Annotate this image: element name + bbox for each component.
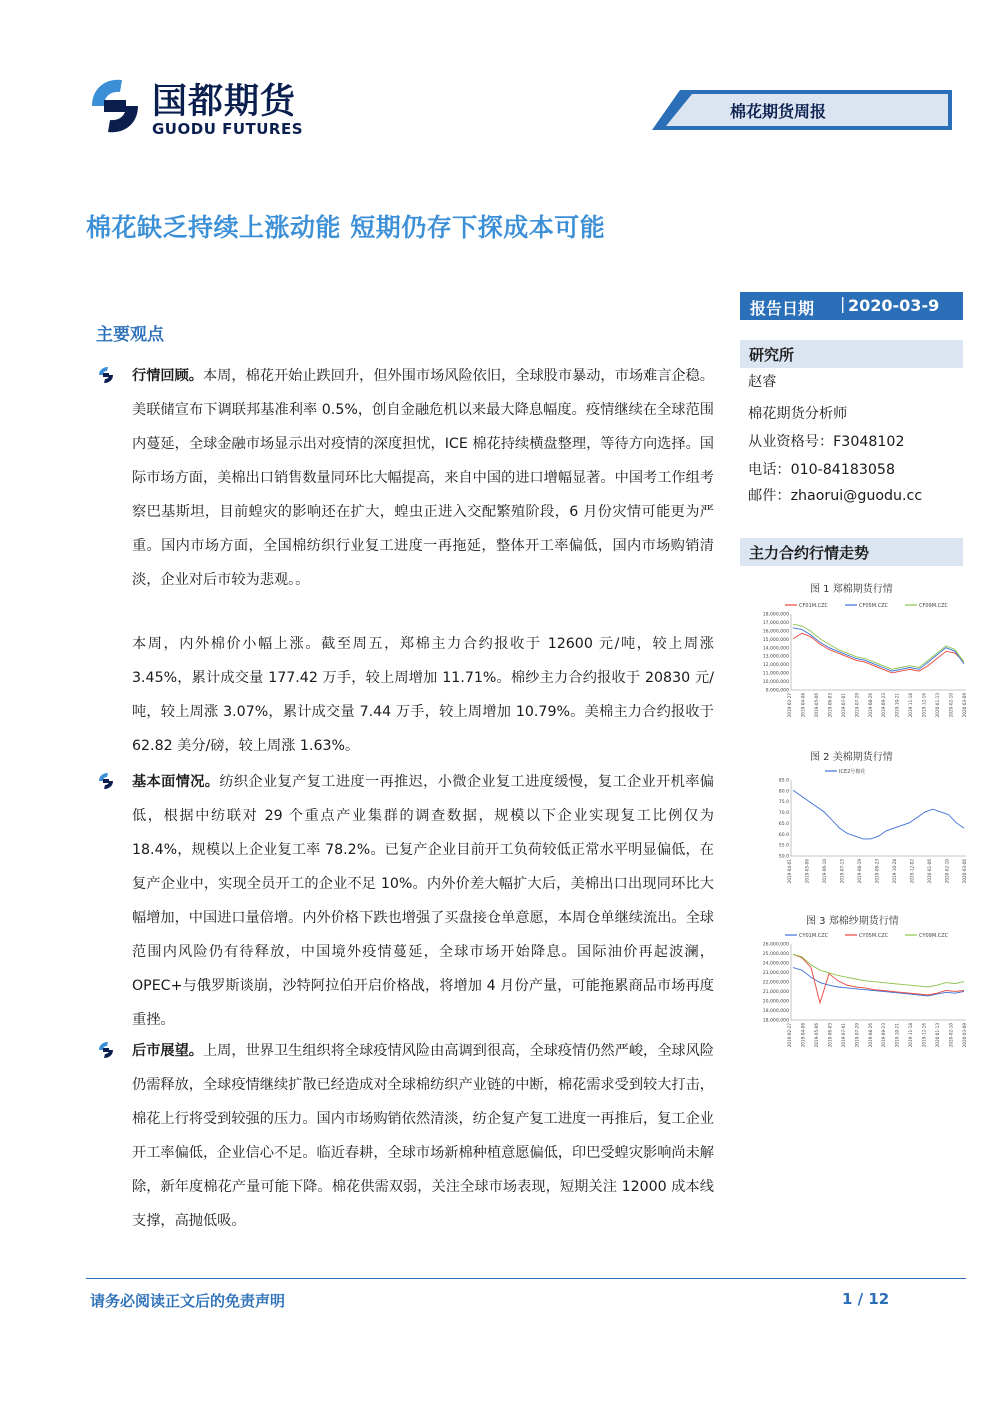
outlook-text: 上周，世界卫生组织将全球疫情风险由高调到很高，全球疫情仍然严峻，全球风险仍需释放，全球疫情继续扩散已经造成对全球棉纺织产业链的中断，棉花需求受到较大打击，棉花上行将受到较强的压力。国内市场购销依然清淡，纺企复产复工进度一再推后，复工企业开工率偏低，企业信心不足。临近春耕，全球市场新棉种植意愿偏低，印巴受蝗灾影响尚未解除，新年度棉花产量可能下降。棉花供需双弱，关注全球市场表现，短期关注 12000 成本线支撑，高抛低吸。: [132, 1043, 714, 1229]
market-review-text: 本周，棉花开始止跌回升，但外围市场风险依旧，全球股市暴动，市场难言企稳。美联储宣布下调联邦基准利率 0.5%，创自金融危机以来最大降息幅度。疫情继续在全球范围内蔓延，全球金融市场显示出对疫情的深度担忧，ICE 棉花持续横盘整理，等待方向选择。国际市场方面，美棉出口销售数量同环比大幅提高，来自中国的进口增幅显著。中国考工作组考察巴基斯坦，目前蝗灾的影响还在扩大，蝗虫正进入交配繁殖阶段，6 月份灾情可能更为严重。国内市场方面，全国棉纺织行业复工进度一再拖延，整体开工率偏低，国内市场购销清淡，企业对后市较为悲观。。: [132, 368, 714, 588]
fundamentals-text: 纺织企业复产复工进度一再推迟，小微企业复工进度缓慢，复工企业开机率偏低，根据中纺联对 29 个重点产业集群的调查数据，规模以下企业实现复工比例仅为 18.4%，规模以上企业复工率 78.2%。已复产企业目前开工负荷较低正常水平明显偏低，在复产企业中，实现全员开工的企业不足 10%。内外价差大幅扩大后，美棉出口出现同环比大幅增加，中国进口量倍增。内外价格下跌也增强了买盘接仓单意愿，本周仓单继续流出。全球范围内风险仍有待释放，中国境外疫情蔓延，全球市场开始降息。国际油价再起波澜，OPEC+与俄罗斯谈崩，沙特阿拉伯开启价格战，将增加 4 月份产量，可能拖累商品市场再度重挫。: [132, 774, 714, 1028]
x-tick-label: 2019-07-01: [840, 1023, 846, 1048]
series-line-3: [793, 624, 964, 669]
logo-text-en: GUODU FUTURES: [152, 120, 304, 138]
trend-heading-box: [740, 538, 963, 566]
bullet-icon: [97, 1041, 115, 1059]
y-tick-label: 26,000,000: [762, 942, 789, 948]
x-tick-label: 2020-01-06: [927, 859, 932, 884]
footer-divider: [86, 1278, 966, 1279]
y-tick-label: 14,000,000: [762, 646, 789, 652]
x-tick-label: 2020-02-10: [948, 1023, 954, 1048]
company-logo: [86, 72, 336, 142]
x-tick-label: 2019-10-21: [894, 693, 900, 718]
report-date-separator: |: [840, 294, 846, 313]
y-tick-label: 55.0: [778, 843, 789, 849]
zhengzhou-cotton-chart: [745, 598, 970, 723]
legend-label-1: ICE2号棉花: [839, 769, 866, 775]
y-tick-label: 20,000,000: [762, 999, 789, 1005]
x-tick-label: 2019-11-18: [908, 1023, 914, 1048]
legend-label-3: CY09M.CZC: [919, 933, 949, 939]
fundamentals-paragraph: [132, 765, 714, 1037]
y-tick-label: 23,000,000: [762, 971, 789, 976]
outlook-lead: 后市展望。: [132, 1043, 203, 1059]
analyst-email: 邮件：zhaorui@guodu.cc: [748, 488, 923, 504]
analyst-phone: 电话：010-84183058: [748, 462, 895, 478]
x-tick-label: 2020-03-09: [962, 693, 967, 718]
x-tick-label: 2019-06-10: [822, 859, 827, 884]
x-tick-label: 2020-03-06: [962, 859, 967, 884]
x-tick-label: 2019-12-02: [909, 859, 915, 884]
x-tick-label: 2019-02-27: [787, 1023, 792, 1048]
y-tick-label: 19,000,000: [762, 1009, 789, 1014]
bullet-icon: [97, 772, 115, 790]
x-tick-label: 2019-05-06: [804, 859, 810, 884]
series-line-1: [793, 790, 964, 839]
figure-1-caption: 图 1 郑棉期货行情: [810, 584, 893, 595]
x-tick-label: 2019-09-23: [881, 693, 887, 718]
x-tick-label: 2019-07-29: [854, 1023, 860, 1048]
y-tick-label: 16,000,000: [762, 629, 789, 635]
y-tick-label: 15,000,000: [762, 637, 789, 643]
market-review-lead: 行情回顾。: [132, 368, 203, 384]
x-tick-label: 2019-07-29: [854, 693, 860, 718]
bullet-icon: [97, 366, 115, 384]
y-tick-label: 11,000,000: [762, 671, 789, 677]
legend-label-1: CF01M.CZC: [799, 603, 829, 609]
y-tick-label: 10,000,000: [762, 680, 789, 686]
report-type-banner: [652, 90, 952, 130]
y-tick-label: 60.0: [778, 832, 789, 838]
series-line-2: [793, 628, 964, 671]
y-tick-label: 70.0: [778, 811, 789, 817]
y-tick-label: 12,000,000: [762, 663, 789, 669]
x-tick-label: 2019-04-01: [787, 859, 792, 884]
x-tick-label: 2019-09-23: [881, 1023, 887, 1048]
y-tick-label: 17,000,000: [762, 620, 789, 626]
x-tick-label: 2019-05-06: [813, 693, 819, 718]
x-tick-label: 2019-12-16: [921, 1023, 927, 1048]
page-number: 1 / 12: [842, 1290, 890, 1308]
analyst-name: 赵睿: [748, 374, 777, 390]
market-review-paragraph: [132, 359, 714, 597]
report-date-box: [740, 292, 963, 320]
report-date-value: 2020-03-9: [848, 296, 940, 315]
y-tick-label: 25,000,000: [762, 952, 789, 957]
x-tick-label: 2019-04-08: [800, 693, 806, 718]
series-line-2: [793, 954, 964, 1003]
x-tick-label: 2019-10-28: [892, 859, 897, 884]
logo-mark-icon: [86, 76, 144, 136]
report-type-label: 棉花期货周报: [730, 102, 827, 121]
x-tick-label: 2019-10-21: [894, 1023, 900, 1048]
disclaimer-text: 请务必阅读正文后的免责声明: [90, 1292, 286, 1310]
x-tick-label: 2019-05-06: [813, 1023, 819, 1048]
main-views-heading: 主要观点: [96, 325, 164, 345]
y-tick-label: 21,000,000: [762, 990, 789, 995]
x-tick-label: 2019-07-15: [839, 859, 845, 884]
fundamentals-lead: 基本面情况。: [132, 774, 220, 790]
y-tick-label: 80.0: [778, 789, 789, 795]
figure-2-caption: 图 2 美棉期货行情: [810, 752, 893, 763]
logo-text-cn: 国都期货: [152, 82, 297, 122]
legend-label-2: CF05M.CZC: [859, 603, 889, 609]
ice-cotton-chart: [745, 764, 970, 889]
outlook-paragraph: [132, 1034, 714, 1238]
institute-heading: 研究所: [749, 346, 795, 364]
analyst-license: 从业资格号：F3048102: [748, 434, 905, 450]
y-tick-label: 18,000,000: [762, 1018, 789, 1024]
y-tick-label: 18,000,000: [762, 612, 789, 618]
y-tick-label: 85.0: [778, 778, 789, 784]
y-tick-label: 50.0: [778, 854, 789, 860]
price-summary-paragraph: 本周，内外棉价小幅上涨。截至周五，郑棉主力合约报收于 12600 元/吨，较上周涨 3.45%，累计成交量 177.42 万手，较上周增加 11.71%。棉纱主力合约报收于 20830 元/吨，较上周涨 3.07%，累计成交量 7.44 万手，较上周增加 10.79%。美棉主力合约报收于 62.82 美分/磅，较上周涨 1.63%。: [132, 636, 714, 754]
x-tick-label: 2019-12-16: [921, 693, 927, 718]
x-tick-label: 2019-06-03: [827, 693, 833, 718]
legend-label-1: CY01M.CZC: [799, 933, 829, 939]
y-tick-label: 9,000,000: [765, 688, 789, 694]
y-tick-label: 24,000,000: [762, 961, 789, 967]
x-tick-label: 2020-01-13: [935, 693, 941, 718]
x-tick-label: 2019-08-26: [867, 1023, 873, 1048]
x-tick-label: 2019-06-03: [827, 1023, 833, 1048]
legend-label-2: CY05M.CZC: [859, 933, 889, 939]
y-tick-label: 22,000,000: [762, 980, 789, 986]
x-tick-label: 2020-02-10: [944, 859, 950, 884]
report-title: 棉花缺乏持续上涨动能 短期仍存下探成本可能: [86, 213, 606, 242]
cotton-yarn-chart: [745, 928, 970, 1053]
x-tick-label: 2019-11-18: [908, 693, 914, 718]
y-tick-label: 13,000,000: [762, 654, 789, 660]
x-tick-label: 2019-04-08: [800, 1023, 806, 1048]
y-tick-label: 75.0: [778, 800, 789, 806]
x-tick-label: 2019-02-27: [787, 693, 792, 718]
series-line-1: [793, 633, 964, 673]
x-tick-label: 2019-08-26: [867, 693, 873, 718]
x-tick-label: 2019-07-01: [840, 693, 846, 718]
report-date-label: 报告日期: [750, 299, 815, 318]
analyst-title: 棉花期货分析师: [748, 406, 848, 422]
x-tick-label: 2020-02-10: [948, 693, 954, 718]
x-tick-label: 2019-09-23: [874, 859, 880, 884]
x-tick-label: 2019-08-19: [857, 859, 862, 884]
x-tick-label: 2020-01-13: [935, 1023, 941, 1048]
legend-label-3: CF09M.CZC: [919, 603, 949, 609]
figure-3-caption: 图 3 郑棉纱期货行情: [806, 916, 899, 927]
trend-heading: 主力合约行情走势: [749, 544, 870, 562]
x-tick-label: 2020-03-09: [962, 1023, 967, 1048]
institute-heading-box: [740, 340, 963, 368]
y-tick-label: 65.0: [778, 821, 789, 827]
